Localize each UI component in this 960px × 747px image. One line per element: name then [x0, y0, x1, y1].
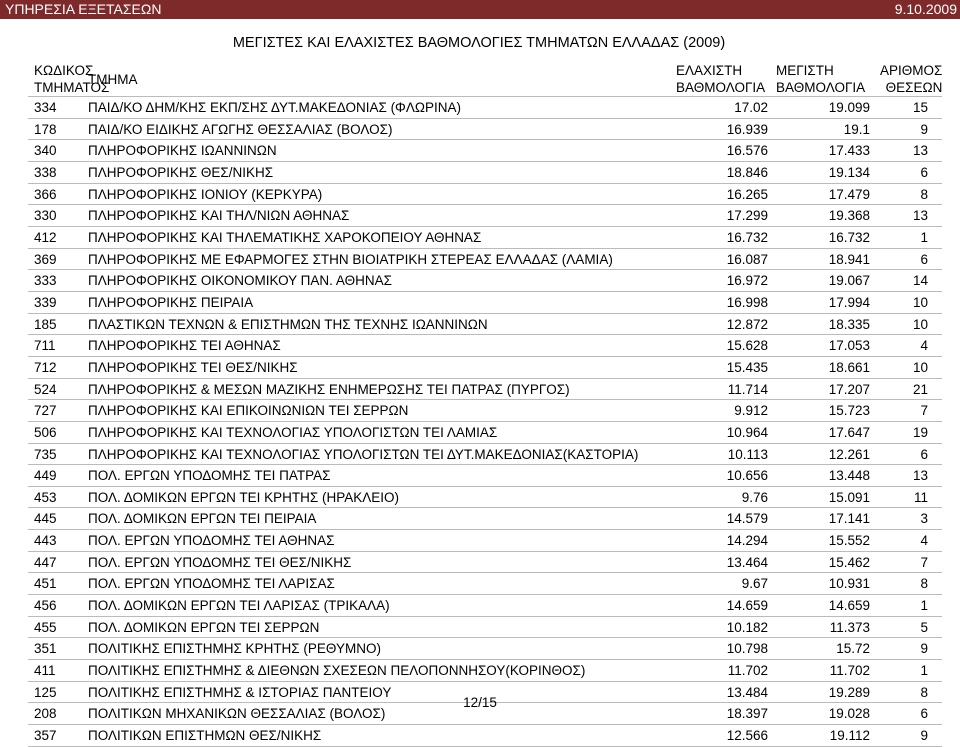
min-score: 11.714: [727, 381, 768, 397]
positions: 8: [920, 684, 928, 700]
min-score: 13.464: [726, 554, 768, 570]
dept-name: ΠΟΛΙΤΙΚΗΣ ΕΠΙΣΤΗΜΗΣ & ΔΙΕΘΝΩΝ ΣΧΕΣΕΩΝ ΠΕΛΟΠΟΝΝΗΣΟΥ(ΚΟΡΙΝΘΟΣ): [88, 663, 586, 679]
table-row: [28, 660, 942, 682]
table-row: [28, 162, 942, 184]
dept-code: 334: [34, 100, 57, 115]
positions: 6: [920, 251, 928, 267]
max-score: 15.552: [828, 533, 870, 549]
min-score: 16.998: [726, 294, 768, 310]
dept-code: 411: [34, 663, 56, 679]
table-row: [28, 400, 942, 422]
positions: 19: [912, 424, 928, 440]
positions: 8: [920, 576, 928, 592]
dept-code: 366: [34, 186, 57, 202]
dept-code: 369: [34, 251, 57, 267]
results-table: [0, 97, 960, 747]
dept-code: 712: [34, 359, 57, 375]
max-score: 15.723: [828, 403, 870, 419]
max-score: 19.289: [828, 684, 870, 700]
max-score: 15.091: [828, 489, 870, 505]
document-date: 9.10.2009: [894, 1, 957, 17]
min-score: 13.484: [726, 684, 768, 700]
max-score: 12.261: [828, 446, 870, 462]
positions: 9: [920, 121, 928, 137]
min-score: 11.702: [727, 663, 768, 679]
positions: 3: [920, 511, 928, 527]
header-dept: ΤΜΗΜΑ: [88, 72, 138, 87]
header-code: ΚΩΔΙΚΟΣ ΤΜΗΜΑΤΟΣ: [34, 63, 110, 95]
max-score: 17.994: [828, 294, 870, 310]
positions: 13: [912, 143, 928, 159]
min-score: 12.566: [726, 728, 768, 744]
table-row: [28, 444, 942, 466]
max-score: 17.207: [828, 381, 870, 397]
min-score: 15.435: [726, 359, 768, 375]
max-score: 17.141: [828, 511, 870, 527]
min-score: 16.576: [726, 143, 768, 159]
max-score: 16.732: [828, 229, 870, 245]
max-score: 18.661: [828, 359, 870, 375]
positions: 4: [920, 533, 928, 549]
max-score: 14.659: [828, 598, 870, 614]
min-score: 10.798: [726, 641, 768, 657]
min-score: 16.732: [726, 229, 768, 245]
dept-name: ΠΑΙΔ/ΚΟ ΔΗΜ/ΚΗΣ ΕΚΠ/ΣΗΣ ΔΥΤ.ΜΑΚΕΔΟΝΙΑΣ (ΦΛΩΡΙΝΑ): [88, 100, 461, 115]
dept-name: ΠΛΗΡΟΦΟΡΙΚΗΣ ΟΙΚΟΝΟΜΙΚΟΥ ΠΑΝ. ΑΘΗΝΑΣ: [88, 273, 392, 289]
positions: 10: [912, 316, 928, 332]
dept-name: ΠΟΛ. ΕΡΓΩΝ ΥΠΟΔΟΜΗΣ ΤΕΙ ΑΘΗΝΑΣ: [88, 533, 335, 549]
table-row: [28, 487, 942, 509]
dept-code: 453: [34, 489, 57, 505]
min-score: 14.579: [726, 511, 768, 527]
table-row: [28, 530, 942, 552]
positions: 13: [912, 468, 928, 484]
dept-name: ΠΟΛΙΤΙΚΩΝ ΜΗΧΑΝΙΚΩΝ ΘΕΣΣΑΛΙΑΣ (ΒΟΛΟΣ): [88, 706, 386, 722]
min-score: 9.67: [741, 576, 768, 592]
table-row: [28, 552, 942, 574]
max-score: 10.931: [828, 576, 870, 592]
positions: 14: [912, 273, 928, 289]
dept-code: 340: [34, 143, 57, 159]
table-row: [28, 465, 942, 487]
dept-name: ΠΛΗΡΟΦΟΡΙΚΗΣ ΚΑΙ ΕΠΙΚΟΙΝΩΝΙΩΝ ΤΕΙ ΣΕΡΡΩΝ: [88, 403, 409, 419]
min-score: 10.182: [726, 619, 768, 635]
positions: 9: [920, 728, 928, 744]
max-score: 13.448: [828, 468, 870, 484]
dept-code: 455: [34, 619, 57, 635]
table-row: [28, 97, 942, 119]
dept-name: ΠΛΗΡΟΦΟΡΙΚΗΣ ΚΑΙ ΤΗΛ/ΝΙΩΝ ΑΘΗΝΑΣ: [88, 208, 350, 224]
dept-code: 456: [34, 598, 57, 614]
top-header-bar: [0, 0, 960, 19]
positions: 8: [920, 186, 928, 202]
dept-name: ΠΛΑΣΤΙΚΩΝ ΤΕΧΝΩΝ & ΕΠΙΣΤΗΜΩΝ ΤΗΣ ΤΕΧΝΗΣ ΙΩΑΝΝΙΝΩΝ: [88, 316, 488, 332]
table-row: [28, 422, 942, 444]
header-max: ΜΕΓΙΣΤΗ ΒΑΘΜΟΛΟΓΙΑ: [776, 63, 866, 95]
dept-name: ΠΟΛ. ΔΟΜΙΚΩΝ ΕΡΓΩΝ ΤΕΙ ΠΕΙΡΑΙΑ: [88, 511, 317, 527]
dept-code: 524: [34, 381, 57, 397]
positions: 5: [920, 619, 928, 635]
min-score: 9.912: [734, 403, 768, 419]
positions: 6: [920, 706, 928, 722]
table-row: [28, 508, 942, 530]
dept-name: ΠΛΗΡΟΦΟΡΙΚΗΣ ΘΕΣ/ΝΙΚΗΣ: [88, 164, 274, 180]
max-score: 18.335: [828, 316, 870, 332]
positions: 10: [912, 359, 928, 375]
positions: 9: [920, 641, 928, 657]
dept-name: ΠΟΛ. ΕΡΓΩΝ ΥΠΟΔΟΜΗΣ ΤΕΙ ΠΑΤΡΑΣ: [88, 468, 331, 484]
table-row: [28, 227, 942, 249]
min-score: 10.656: [726, 468, 768, 484]
max-score: 11.373: [829, 619, 870, 635]
table-row: [28, 205, 942, 227]
dept-name: ΠΛΗΡΟΦΟΡΙΚΗΣ ΚΑΙ ΤΗΛΕΜΑΤΙΚΗΣ ΧΑΡΟΚΟΠΕΙΟΥ ΑΘΗΝΑΣ: [88, 229, 482, 245]
min-score: 10.113: [727, 446, 768, 462]
dept-name: ΠΟΛ. ΔΟΜΙΚΩΝ ΕΡΓΩΝ ΤΕΙ ΣΕΡΡΩΝ: [88, 619, 320, 635]
dept-name: ΠΟΛΙΤΙΚΗΣ ΕΠΙΣΤΗΜΗΣ & ΙΣΤΟΡΙΑΣ ΠΑΝΤΕΙΟΥ: [88, 684, 392, 700]
max-score: 19.368: [828, 208, 870, 224]
min-score: 9.76: [741, 489, 768, 505]
table-row: [28, 335, 942, 357]
dept-code: 208: [34, 706, 57, 722]
header-positions: ΑΡΙΘΜΟΣ ΘΕΣΕΩΝ: [880, 63, 943, 95]
dept-name: ΠΟΛ. ΕΡΓΩΝ ΥΠΟΔΟΜΗΣ ΤΕΙ ΛΑΡΙΣΑΣ: [88, 576, 335, 592]
dept-code: 333: [34, 273, 57, 289]
max-score: 17.479: [828, 186, 870, 202]
dept-code: 447: [34, 554, 57, 570]
dept-name: ΠΟΛ. ΔΟΜΙΚΩΝ ΕΡΓΩΝ ΤΕΙ ΛΑΡΙΣΑΣ (ΤΡΙΚΑΛΑ): [88, 598, 390, 614]
table-row: [28, 249, 942, 271]
table-row: [28, 119, 942, 141]
max-score: 19.134: [828, 164, 870, 180]
positions: 7: [920, 403, 928, 419]
dept-name: ΠΛΗΡΟΦΟΡΙΚΗΣ ΚΑΙ ΤΕΧΝΟΛΟΓΙΑΣ ΥΠΟΛΟΓΙΣΤΩΝ ΤΕΙ ΛΑΜΙΑΣ: [88, 424, 498, 440]
dept-name: ΠΟΛ. ΕΡΓΩΝ ΥΠΟΔΟΜΗΣ ΤΕΙ ΘΕΣ/ΝΙΚΗΣ: [88, 554, 352, 570]
positions: 6: [920, 164, 928, 180]
dept-code: 185: [34, 316, 57, 332]
max-score: 15.462: [828, 554, 870, 570]
dept-name: ΠΛΗΡΟΦΟΡΙΚΗΣ ΚΑΙ ΤΕΧΝΟΛΟΓΙΑΣ ΥΠΟΛΟΓΙΣΤΩΝ ΤΕΙ ΔΥΤ.ΜΑΚΕΔΟΝΙΑΣ(ΚΑΣΤΟΡΙΑ): [88, 446, 639, 462]
positions: 21: [912, 381, 928, 397]
positions: 1: [920, 663, 928, 679]
min-score: 16.972: [726, 273, 768, 289]
min-score: 18.846: [726, 164, 768, 180]
positions: 11: [913, 489, 928, 505]
max-score: 11.702: [829, 663, 870, 679]
table-row: [28, 725, 942, 747]
dept-name: ΠΛΗΡΟΦΟΡΙΚΗΣ & ΜΕΣΩΝ ΜΑΖΙΚΗΣ ΕΝΗΜΕΡΩΣΗΣ ΤΕΙ ΠΑΤΡΑΣ (ΠΥΡΓΟΣ): [88, 381, 570, 397]
max-score: 18.941: [828, 251, 870, 267]
dept-name: ΠΛΗΡΟΦΟΡΙΚΗΣ ΜΕ ΕΦΑΡΜΟΓΕΣ ΣΤΗΝ ΒΙΟΙΑΤΡΙΚΗ ΣΤΕΡΕΑΣ ΕΛΛΑΔΑΣ (ΛΑΜΙΑ): [88, 251, 613, 267]
min-score: 17.02: [734, 100, 768, 115]
max-score: 19.1: [843, 121, 870, 137]
dept-code: 351: [34, 641, 57, 657]
dept-name: ΠΟΛ. ΔΟΜΙΚΩΝ ΕΡΓΩΝ ΤΕΙ ΚΡΗΤΗΣ (ΗΡΑΚΛΕΙΟ): [88, 489, 400, 505]
max-score: 19.112: [829, 728, 870, 744]
min-score: 15.628: [726, 338, 768, 354]
dept-name: ΠΛΗΡΟΦΟΡΙΚΗΣ ΤΕΙ ΑΘΗΝΑΣ: [88, 338, 281, 354]
max-score: 19.099: [828, 100, 870, 115]
min-score: 18.397: [726, 706, 768, 722]
dept-code: 449: [34, 468, 57, 484]
header-min: ΕΛΑΧΙΣΤΗ ΒΑΘΜΟΛΟΓΙΑ: [676, 63, 766, 95]
service-name: ΥΠΗΡΕΣΙΑ ΕΞΕΤΑΣΕΩΝ: [5, 1, 162, 17]
positions: 4: [920, 338, 928, 354]
max-score: 17.053: [828, 338, 870, 354]
table-row: [28, 595, 942, 617]
dept-code: 412: [34, 229, 57, 245]
min-score: 14.294: [726, 533, 768, 549]
min-score: 16.939: [726, 121, 768, 137]
dept-code: 357: [34, 728, 57, 744]
table-row: [28, 357, 942, 379]
positions: 13: [912, 208, 928, 224]
positions: 10: [912, 294, 928, 310]
dept-name: ΠΛΗΡΟΦΟΡΙΚΗΣ ΙΟΝΙΟΥ (ΚΕΡΚΥΡΑ): [88, 186, 323, 202]
table-row: [28, 573, 942, 595]
table-row: [28, 617, 942, 639]
table-row: [28, 638, 942, 660]
dept-code: 338: [34, 164, 57, 180]
max-score: 15.72: [836, 641, 870, 657]
table-row: [28, 270, 942, 292]
dept-code: 711: [34, 338, 56, 354]
positions: 1: [920, 598, 928, 614]
dept-name: ΠΛΗΡΟΦΟΡΙΚΗΣ ΙΩΑΝΝΙΝΩΝ: [88, 143, 277, 159]
max-score: 19.067: [828, 273, 870, 289]
page-title: ΜΕΓΙΣΤΕΣ ΚΑΙ ΕΛΑΧΙΣΤΕΣ ΒΑΘΜΟΛΟΓΙΕΣ ΤΜΗΜΑΤΩΝ ΕΛΛΑΔΑΣ (2009): [232, 35, 726, 51]
dept-code: 735: [34, 446, 57, 462]
min-score: 10.964: [726, 424, 768, 440]
dept-code: 178: [34, 121, 57, 137]
positions: 6: [920, 446, 928, 462]
dept-code: 506: [34, 424, 57, 440]
dept-code: 339: [34, 294, 57, 310]
min-score: 14.659: [726, 598, 768, 614]
min-score: 12.872: [726, 316, 768, 332]
dept-name: ΠΟΛΙΤΙΚΩΝ ΕΠΙΣΤΗΜΩΝ ΘΕΣ/ΝΙΚΗΣ: [88, 728, 322, 744]
max-score: 17.647: [828, 424, 870, 440]
dept-name: ΠΛΗΡΟΦΟΡΙΚΗΣ ΠΕΙΡΑΙΑ: [88, 294, 254, 310]
table-row: [28, 379, 942, 401]
table-row: [28, 140, 942, 162]
dept-code: 445: [34, 511, 57, 527]
positions: 1: [920, 229, 928, 245]
table-row: [28, 184, 942, 206]
min-score: 16.265: [726, 186, 768, 202]
max-score: 17.433: [828, 143, 870, 159]
max-score: 19.028: [828, 706, 870, 722]
table-row: [28, 314, 942, 336]
dept-code: 727: [34, 403, 57, 419]
dept-code: 451: [34, 576, 57, 592]
min-score: 17.299: [726, 208, 768, 224]
table-row: [28, 292, 942, 314]
dept-name: ΠΟΛΙΤΙΚΗΣ ΕΠΙΣΤΗΜΗΣ ΚΡΗΤΗΣ (ΡΕΘΥΜΝΟ): [88, 641, 381, 657]
page-number: 12/15: [463, 695, 497, 710]
dept-code: 443: [34, 533, 57, 549]
dept-code: 125: [34, 684, 57, 700]
positions: 7: [920, 554, 928, 570]
dept-name: ΠΑΙΔ/ΚΟ ΕΙΔΙΚΗΣ ΑΓΩΓΗΣ ΘΕΣΣΑΛΙΑΣ (ΒΟΛΟΣ): [88, 121, 393, 137]
dept-code: 330: [34, 208, 57, 224]
min-score: 16.087: [726, 251, 768, 267]
dept-name: ΠΛΗΡΟΦΟΡΙΚΗΣ ΤΕΙ ΘΕΣ/ΝΙΚΗΣ: [88, 359, 298, 375]
positions: 15: [912, 100, 928, 115]
